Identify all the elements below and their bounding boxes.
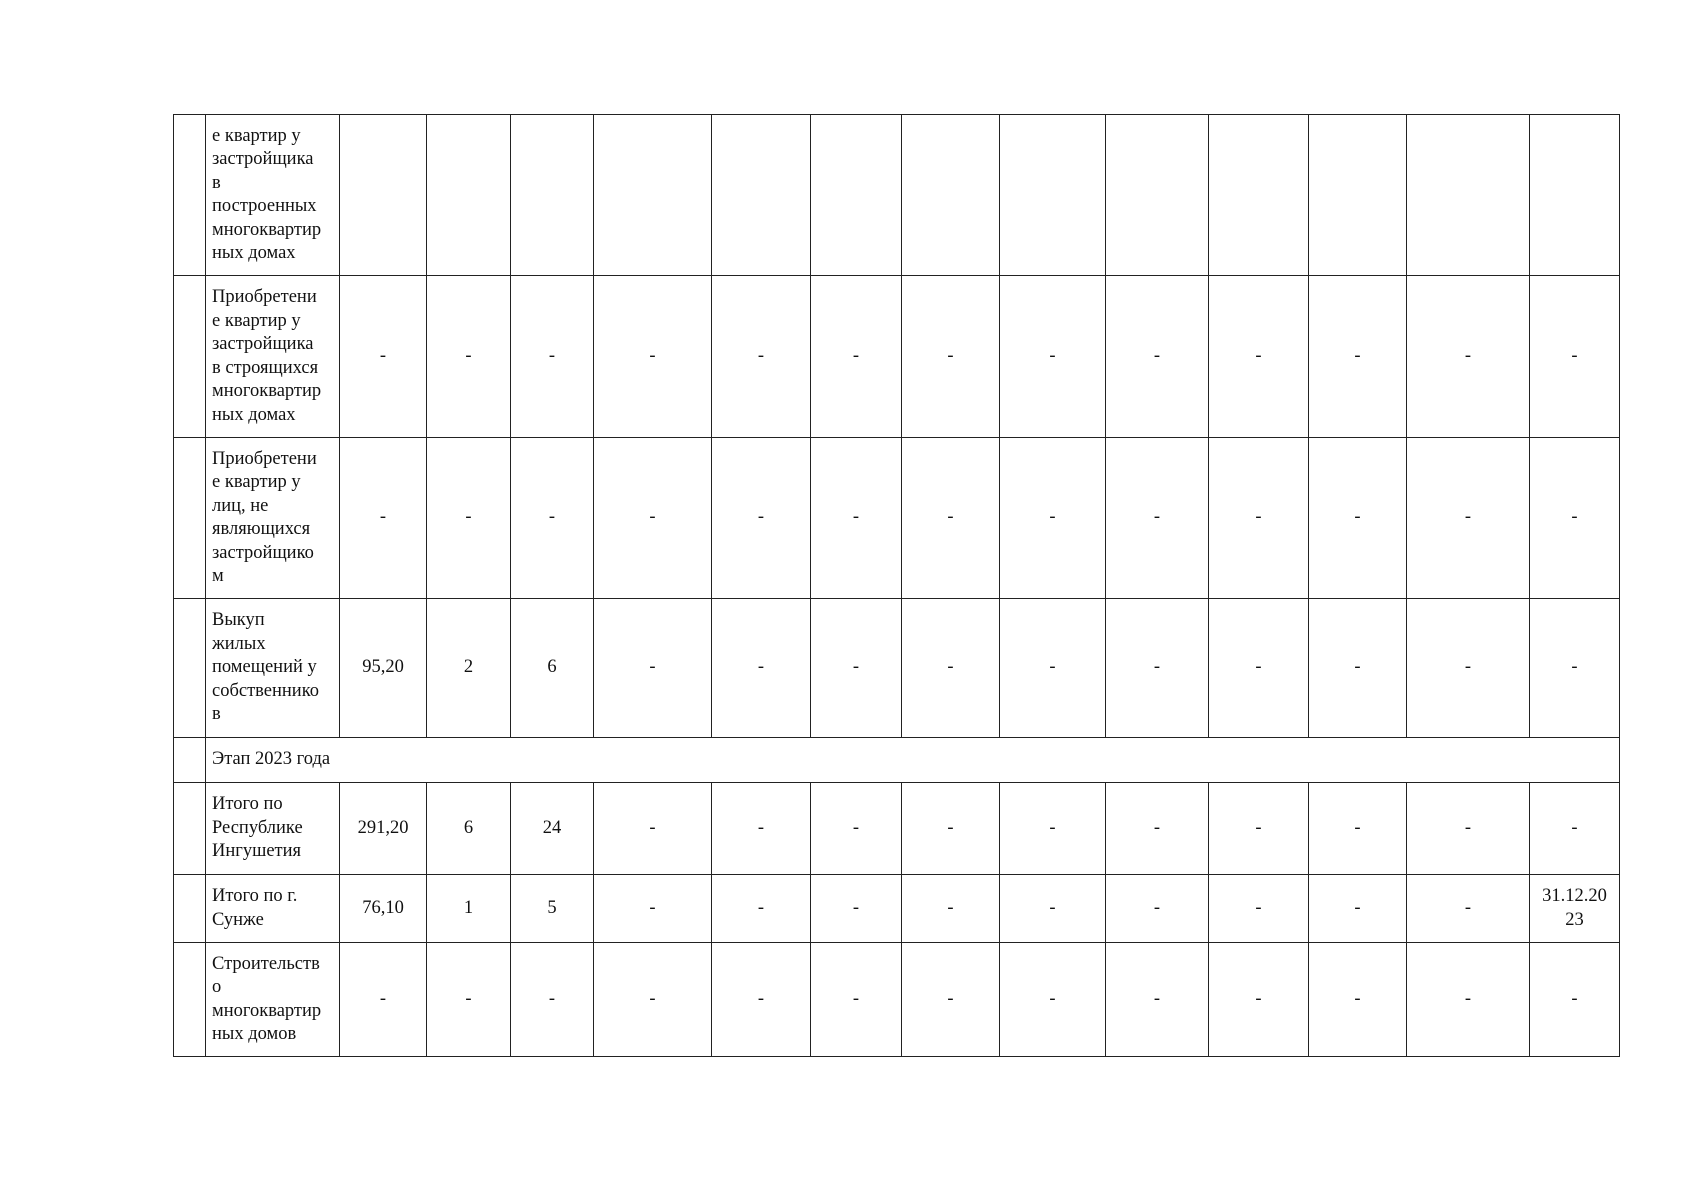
value-cell: - [594,783,712,875]
value-cell: - [712,599,811,738]
value-cell [340,115,427,276]
value-cell: - [1106,783,1209,875]
row-number-cell [174,599,206,738]
table-row [174,599,1620,738]
value-cell: 6 [511,599,594,738]
value-cell: - [1309,943,1407,1057]
value-cell: - [1106,599,1209,738]
row-number-cell [174,738,206,783]
value-cell: - [1530,783,1620,875]
value-cell: - [811,438,902,599]
value-cell [811,115,902,276]
value-cell: - [1407,599,1530,738]
row-label-cell [206,875,340,943]
value-cell [1309,115,1407,276]
value-cell: - [1407,783,1530,875]
value-cell: - [1000,438,1106,599]
row-label-cell [206,599,340,738]
value-cell: - [1106,438,1209,599]
value-cell: - [811,783,902,875]
value-cell: 1 [427,875,511,943]
value-cell: - [712,875,811,943]
value-cell: - [1000,943,1106,1057]
value-cell: - [1309,276,1407,438]
value-cell: - [902,438,1000,599]
row-label: Выкуп жилых помещений у собственнико в [212,610,320,725]
row-label-cell [206,276,340,438]
value-cell: - [594,438,712,599]
value-cell: 6 [427,783,511,875]
value-cell: - [902,599,1000,738]
value-cell: - [340,438,427,599]
row-label-cell [206,438,340,599]
value-cell: - [712,438,811,599]
value-cell: - [1209,875,1309,943]
stage-heading: Этап 2023 года [206,738,1620,783]
value-cell [902,115,1000,276]
row-label-cell [206,943,340,1057]
value-cell: - [340,943,427,1057]
value-cell: - [1309,599,1407,738]
row-label-cell [206,783,340,875]
value-cell: - [902,943,1000,1057]
value-cell [427,115,511,276]
value-cell: - [1106,276,1209,438]
value-cell: 2 [427,599,511,738]
value-cell: - [1209,438,1309,599]
value-cell: - [1209,943,1309,1057]
row-label: Приобретени е квартир у застройщика в строящихся многоквартир ных домах [212,287,322,425]
row-label: Итого по г. Сунже [212,886,298,930]
value-cell: 95,20 [340,599,427,738]
row-label: Итого по Республике Ингушетия [212,794,303,862]
value-cell: - [1209,599,1309,738]
value-cell: 76,10 [340,875,427,943]
value-cell: - [511,438,594,599]
table-row [174,943,1620,1057]
value-cell: - [1309,875,1407,943]
value-cell: - [1106,943,1209,1057]
row-number-cell [174,943,206,1057]
value-cell: - [1407,276,1530,438]
value-cell: - [1407,875,1530,943]
value-cell: - [1407,438,1530,599]
value-cell: - [594,875,712,943]
value-cell: - [594,276,712,438]
value-cell: - [1000,276,1106,438]
value-cell: - [712,783,811,875]
value-cell: 5 [511,875,594,943]
value-cell: - [811,943,902,1057]
value-cell: - [1309,438,1407,599]
row-label: е квартир у застройщика в построенных многоквартир ных домах [212,125,322,263]
value-cell: - [902,783,1000,875]
table-row [174,276,1620,438]
row-label: Приобретени е квартир у лиц, не являющихся застройщико м [212,448,317,586]
value-cell: - [712,943,811,1057]
value-cell: 291,20 [340,783,427,875]
value-cell: - [1530,276,1620,438]
value-cell: - [1407,943,1530,1057]
value-cell: - [340,276,427,438]
value-cell: - [811,599,902,738]
row-label: Строительств о многоквартир ных домов [212,953,322,1044]
resettlement-table [173,114,1620,1057]
value-cell: - [1106,875,1209,943]
value-cell: - [1209,783,1309,875]
stage-row [174,738,1620,783]
value-cell [712,115,811,276]
value-cell [1530,115,1620,276]
date-cell: 31.12.20 23 [1530,875,1620,943]
value-cell: - [427,943,511,1057]
table-row [174,438,1620,599]
value-cell: - [594,943,712,1057]
value-cell [1000,115,1106,276]
value-cell: - [1000,875,1106,943]
value-cell: - [1530,599,1620,738]
table-row [174,783,1620,875]
value-cell: - [811,875,902,943]
value-cell: - [1209,276,1309,438]
value-cell: - [811,276,902,438]
table-row [174,115,1620,276]
value-cell: - [427,438,511,599]
value-cell: - [1530,943,1620,1057]
value-cell: - [902,875,1000,943]
value-cell: - [511,943,594,1057]
value-cell: - [511,276,594,438]
value-cell: - [427,276,511,438]
row-number-cell [174,875,206,943]
value-cell [1407,115,1530,276]
value-cell [511,115,594,276]
value-cell: - [1000,783,1106,875]
value-cell: - [712,276,811,438]
row-number-cell [174,115,206,276]
value-cell: 24 [511,783,594,875]
table-row [174,875,1620,943]
value-cell [594,115,712,276]
value-cell: - [594,599,712,738]
value-cell: - [1000,599,1106,738]
row-label-cell [206,115,340,276]
row-number-cell [174,438,206,599]
value-cell [1106,115,1209,276]
row-number-cell [174,783,206,875]
value-cell: - [1530,438,1620,599]
value-cell: - [902,276,1000,438]
row-number-cell [174,276,206,438]
value-cell [1209,115,1309,276]
value-cell: - [1309,783,1407,875]
